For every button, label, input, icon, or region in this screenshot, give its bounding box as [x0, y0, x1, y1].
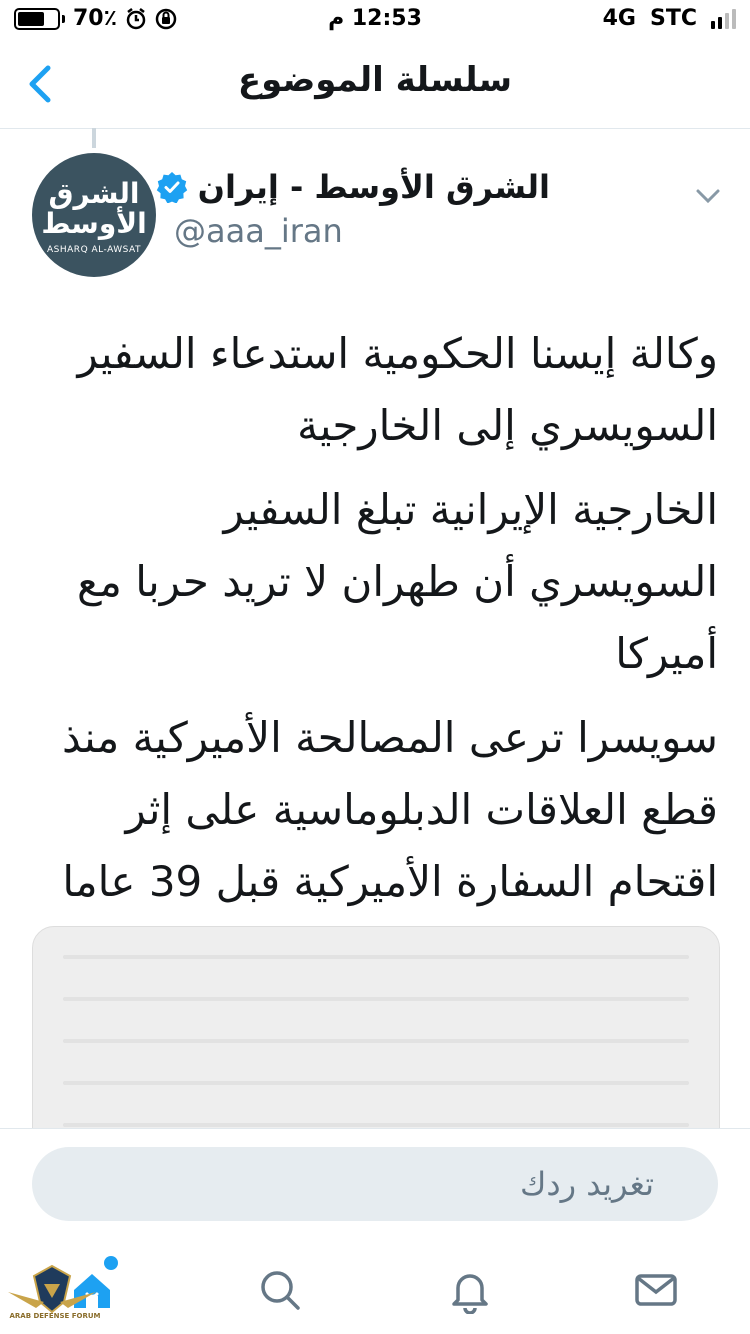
reply-input[interactable]: تغريد ردك: [32, 1147, 718, 1221]
media-texture-line: [63, 1123, 689, 1127]
watermark-text: ARAB DEFENSE FORUM: [9, 1312, 101, 1320]
notifications-icon: [446, 1266, 494, 1314]
thread-connector-line: [92, 128, 96, 148]
carrier-name: STC: [650, 6, 697, 31]
navigation-bar: [0, 40, 750, 129]
media-texture-line: [63, 1081, 689, 1085]
avatar-logo-line2: الأوسط: [41, 207, 147, 240]
avatar-logo-line1: الشرق: [48, 177, 140, 210]
media-texture-line: [63, 997, 689, 1001]
verified-badge-icon: [156, 171, 188, 203]
signal-icon: [711, 9, 736, 29]
battery-percent: 70٪: [73, 6, 118, 31]
tab-notifications[interactable]: [440, 1260, 500, 1320]
home-notification-dot: [104, 1256, 118, 1270]
tweet-text: [32, 318, 718, 930]
tweet-paragraph-2: الخارجية الإيرانية تبلغ السفير السويسري أن طهران لا تريد حربا مع أميركا: [77, 485, 718, 678]
tab-bar: [0, 1248, 750, 1334]
tweet-menu-button[interactable]: [694, 182, 722, 210]
tab-search[interactable]: [250, 1260, 310, 1320]
avatar-logo-arabic: [32, 179, 156, 239]
user-handle[interactable]: @aaa_iran: [174, 212, 343, 250]
status-right: [603, 6, 736, 31]
media-texture-line: [63, 1039, 689, 1043]
tweet-paragraph-1: وكالة إيسنا الحكومية استدعاء السفير السويسري إلى الخارجية: [77, 329, 718, 450]
search-icon: [256, 1266, 304, 1314]
page-title: سلسلة الموضوع: [237, 60, 513, 100]
media-texture-line: [63, 955, 689, 959]
avatar[interactable]: [32, 153, 156, 277]
messages-icon: [632, 1266, 680, 1314]
network-type: 4G: [602, 6, 636, 31]
author-name-row[interactable]: [156, 168, 550, 206]
status-bar: [0, 0, 750, 40]
display-name[interactable]: الشرق الأوسط - إيران: [197, 168, 550, 206]
chevron-down-icon: [694, 182, 722, 210]
tab-messages[interactable]: [626, 1260, 686, 1320]
avatar-logo-english: ASHARQ AL-AWSAT: [47, 245, 141, 255]
status-time: 12:53 م: [328, 6, 422, 31]
tweet-paragraph-3: سويسرا ترعى المصالحة الأميركية منذ قطع العلاقات الدبلوماسية على إثر اقتحام السفارة الأميركية قبل 39 عاما: [62, 713, 718, 906]
reply-bar: [0, 1128, 750, 1249]
